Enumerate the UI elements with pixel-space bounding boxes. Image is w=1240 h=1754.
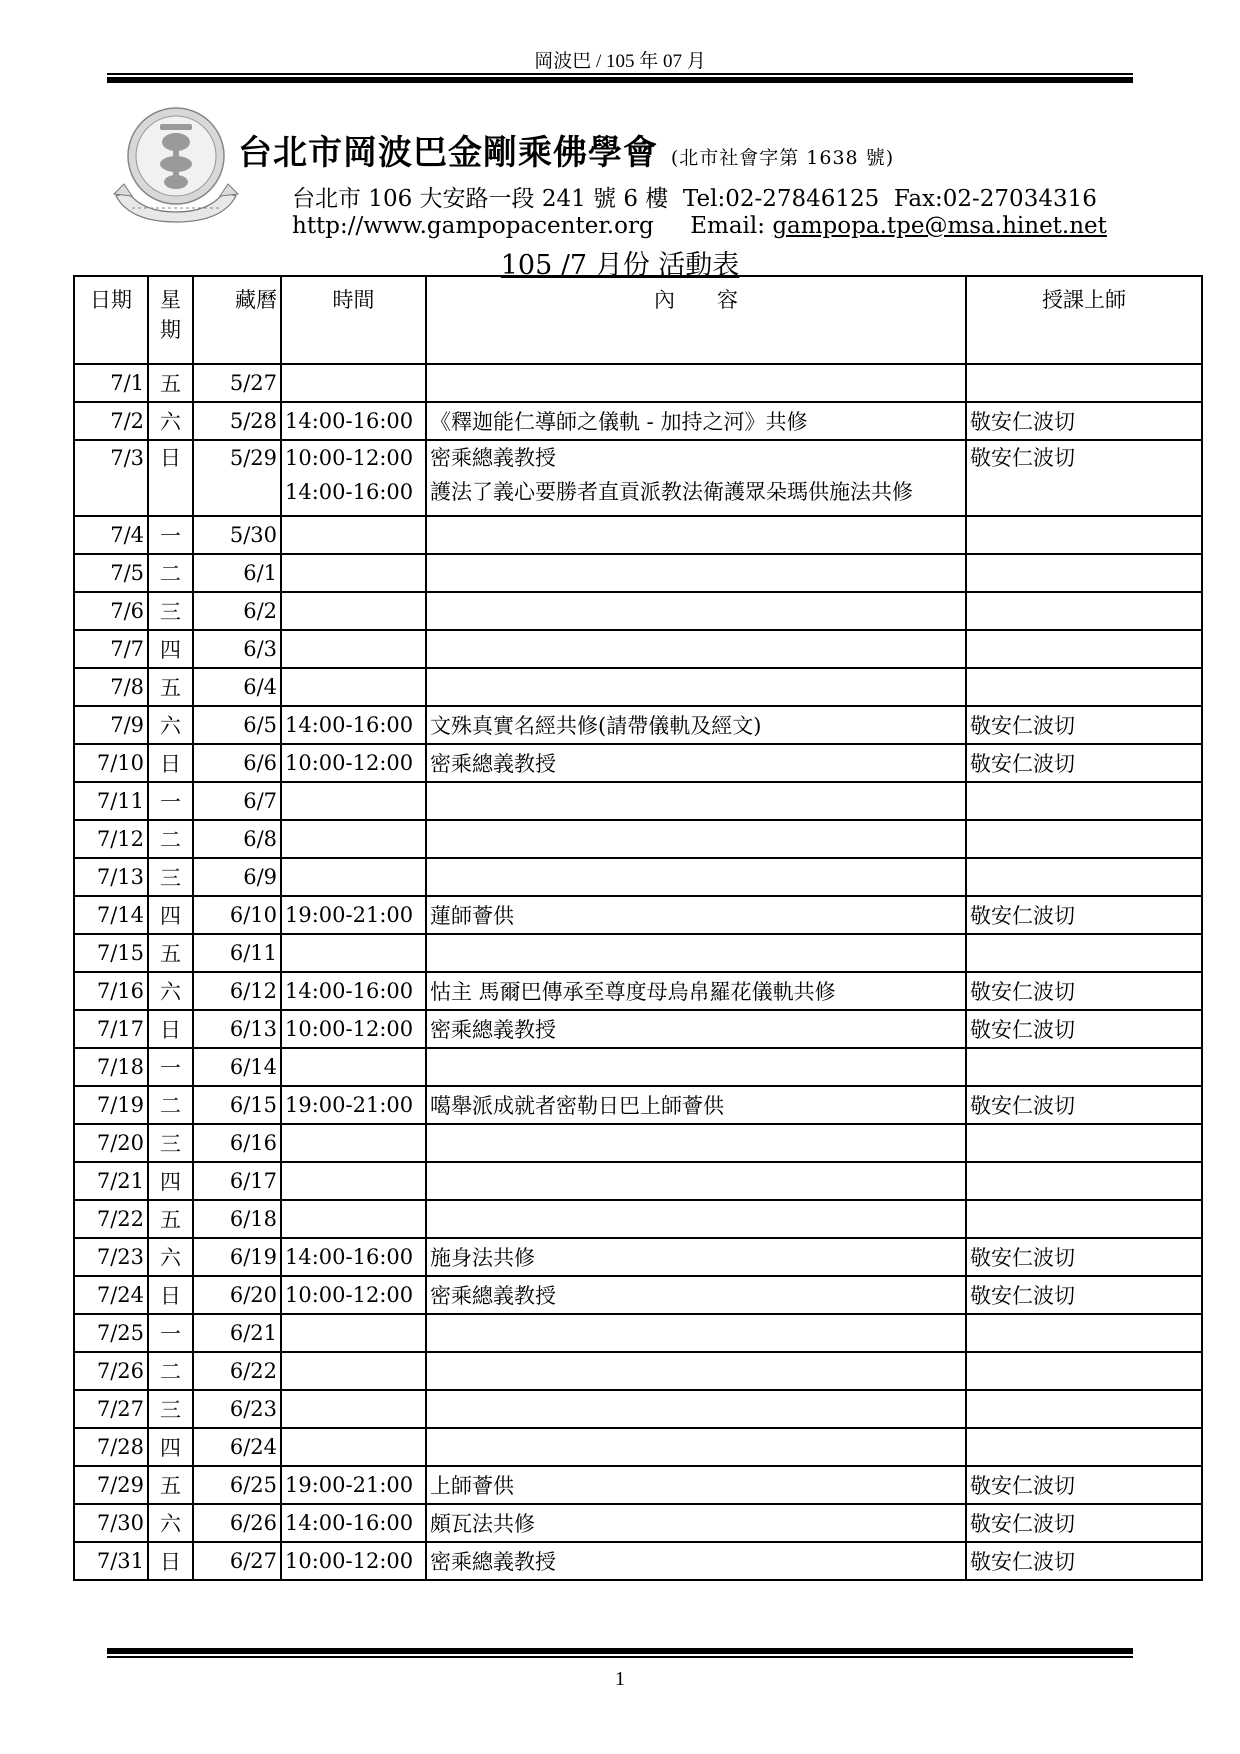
footer-rule-thick	[107, 1648, 1133, 1654]
email-link[interactable]: gampopa.tpe@msa.hinet.net	[772, 213, 1107, 239]
cell-time: 10:00-12:00	[281, 744, 426, 782]
cell-content	[426, 630, 966, 668]
cell-time	[281, 1352, 426, 1390]
cell-time: 14:00-16:00	[281, 972, 426, 1010]
cell-weekday: 五	[148, 1466, 193, 1504]
cell-date: 7/2	[74, 402, 148, 440]
cell-time	[281, 630, 426, 668]
table-row	[74, 592, 1202, 630]
cell-time	[281, 820, 426, 858]
cell-teacher	[966, 1162, 1202, 1200]
table-row	[74, 1124, 1202, 1162]
cell-teacher	[966, 554, 1202, 592]
cell-teacher	[966, 668, 1202, 706]
schedule-title: 105 /7 月份 活動表	[500, 250, 740, 281]
cell-content: 《釋迦能仁導師之儀軌 - 加持之河》共修	[426, 402, 966, 440]
cell-time	[281, 782, 426, 820]
cell-time	[281, 1048, 426, 1086]
cell-content: 密乘總義教授	[426, 1276, 966, 1314]
cell-time	[281, 668, 426, 706]
cell-tibetan-calendar: 6/11	[193, 934, 281, 972]
cell-time: 10:00-12:00	[281, 1276, 426, 1314]
cell-content: 上師薈供	[426, 1466, 966, 1504]
cell-date: 7/24	[74, 1276, 148, 1314]
cell-teacher	[966, 630, 1202, 668]
organization-title: 台北市岡波巴金剛乘佛學會	[238, 133, 658, 173]
cell-content	[426, 1428, 966, 1466]
cell-date: 7/14	[74, 896, 148, 934]
cell-teacher	[966, 1390, 1202, 1428]
header-time: 時間	[281, 276, 426, 364]
cell-date: 7/29	[74, 1466, 148, 1504]
cell-teacher	[966, 516, 1202, 554]
cell-time	[281, 1390, 426, 1428]
cell-teacher: 敬安仁波切	[966, 1238, 1202, 1276]
cell-weekday: 一	[148, 782, 193, 820]
cell-time	[281, 1314, 426, 1352]
cell-content	[426, 782, 966, 820]
cell-content: 怙主 馬爾巴傳承至尊度母烏帛羅花儀軌共修	[426, 972, 966, 1010]
table-row	[74, 1010, 1202, 1048]
cell-time	[281, 440, 426, 516]
table-row	[74, 934, 1202, 972]
cell-tibetan-calendar: 6/18	[193, 1200, 281, 1238]
cell-date: 7/20	[74, 1124, 148, 1162]
cell-date: 7/31	[74, 1542, 148, 1580]
cell-weekday: 日	[148, 744, 193, 782]
cell-weekday: 四	[148, 1428, 193, 1466]
cell-teacher: 敬安仁波切	[966, 1466, 1202, 1504]
cell-tibetan-calendar: 6/17	[193, 1162, 281, 1200]
cell-date: 7/4	[74, 516, 148, 554]
cell-teacher: 敬安仁波切	[966, 1504, 1202, 1542]
cell-weekday: 二	[148, 1086, 193, 1124]
cell-weekday: 五	[148, 668, 193, 706]
cell-date: 7/19	[74, 1086, 148, 1124]
cell-content	[426, 516, 966, 554]
cell-content	[426, 1314, 966, 1352]
cell-teacher	[966, 1200, 1202, 1238]
cell-time	[281, 1200, 426, 1238]
cell-weekday: 六	[148, 1238, 193, 1276]
cell-content: 蓮師薈供	[426, 896, 966, 934]
cell-time: 19:00-21:00	[281, 1086, 426, 1124]
cell-time: 10:00-12:00	[281, 1542, 426, 1580]
cell-content: 密乘總義教授	[426, 1010, 966, 1048]
table-row	[74, 782, 1202, 820]
table-row	[74, 1352, 1202, 1390]
cell-weekday: 五	[148, 364, 193, 402]
cell-time	[281, 592, 426, 630]
cell-date: 7/30	[74, 1504, 148, 1542]
gampopa-emblem-icon	[110, 104, 242, 224]
cell-teacher	[966, 858, 1202, 896]
cell-teacher: 敬安仁波切	[966, 896, 1202, 934]
cell-tibetan-calendar: 6/1	[193, 554, 281, 592]
cell-tibetan-calendar: 6/20	[193, 1276, 281, 1314]
cell-teacher	[966, 1124, 1202, 1162]
cell-teacher: 敬安仁波切	[966, 972, 1202, 1010]
cell-tibetan-calendar: 6/15	[193, 1086, 281, 1124]
table-row	[74, 858, 1202, 896]
website-text: http://www.gampopacenter.org Email:	[292, 213, 773, 239]
cell-tibetan-calendar: 6/22	[193, 1352, 281, 1390]
header-rule-thick	[107, 77, 1133, 83]
cell-weekday: 五	[148, 1200, 193, 1238]
address-line: 台北市 106 大安路一段 241 號 6 樓 Tel:02-27846125 Fax:02-27034316	[292, 186, 1097, 212]
cell-weekday: 一	[148, 1314, 193, 1352]
cell-teacher	[966, 1352, 1202, 1390]
cell-date: 7/3	[74, 440, 148, 516]
cell-tibetan-calendar: 6/25	[193, 1466, 281, 1504]
table-row	[74, 972, 1202, 1010]
cell-date: 7/23	[74, 1238, 148, 1276]
cell-weekday: 二	[148, 1352, 193, 1390]
cell-date: 7/21	[74, 1162, 148, 1200]
cell-weekday: 一	[148, 516, 193, 554]
cell-tibetan-calendar: 6/23	[193, 1390, 281, 1428]
cell-tibetan-calendar: 6/6	[193, 744, 281, 782]
page-number: 1	[615, 1668, 625, 1690]
cell-weekday: 一	[148, 1048, 193, 1086]
cell-content	[426, 1048, 966, 1086]
table-row	[74, 820, 1202, 858]
cell-date: 7/11	[74, 782, 148, 820]
cell-date: 7/6	[74, 592, 148, 630]
cell-tibetan-calendar: 6/19	[193, 1238, 281, 1276]
cell-weekday: 三	[148, 1124, 193, 1162]
table-row	[74, 1162, 1202, 1200]
table-row	[74, 1504, 1202, 1542]
cell-weekday: 四	[148, 1162, 193, 1200]
header-tibetan-calendar: 藏曆	[193, 276, 281, 364]
table-row	[74, 744, 1202, 782]
footer-rule-thin	[107, 1656, 1133, 1658]
table-row	[74, 402, 1202, 440]
table-row	[74, 1428, 1202, 1466]
cell-time: 19:00-21:00	[281, 896, 426, 934]
cell-tibetan-calendar: 6/2	[193, 592, 281, 630]
cell-content	[426, 668, 966, 706]
cell-teacher: 敬安仁波切	[966, 440, 1202, 516]
header-weekday-line1: 星	[160, 288, 181, 312]
table-row	[74, 1238, 1202, 1276]
cell-teacher: 敬安仁波切	[966, 1542, 1202, 1580]
organization-name	[238, 125, 894, 174]
cell-weekday: 日	[148, 1010, 193, 1048]
cell-weekday: 日	[148, 1276, 193, 1314]
table-row	[74, 1542, 1202, 1580]
cell-teacher: 敬安仁波切	[966, 1276, 1202, 1314]
cell-teacher	[966, 1428, 1202, 1466]
cell-time	[281, 554, 426, 592]
cell-content	[426, 364, 966, 402]
table-row	[74, 1466, 1202, 1504]
cell-tibetan-calendar: 5/27	[193, 364, 281, 402]
cell-time-line: 14:00-16:00	[285, 480, 414, 504]
cell-time	[281, 364, 426, 402]
cell-tibetan-calendar: 6/12	[193, 972, 281, 1010]
table-row	[74, 554, 1202, 592]
cell-date: 7/18	[74, 1048, 148, 1086]
table-row	[74, 440, 1202, 516]
cell-date: 7/5	[74, 554, 148, 592]
cell-weekday: 三	[148, 592, 193, 630]
cell-content	[426, 1124, 966, 1162]
table-row	[74, 364, 1202, 402]
table-row	[74, 896, 1202, 934]
table-row	[74, 1314, 1202, 1352]
cell-weekday: 六	[148, 402, 193, 440]
cell-date: 7/12	[74, 820, 148, 858]
cell-tibetan-calendar: 6/8	[193, 820, 281, 858]
cell-time: 14:00-16:00	[281, 1238, 426, 1276]
cell-content-line: 密乘總義教授	[430, 446, 556, 470]
cell-content: 頗瓦法共修	[426, 1504, 966, 1542]
cell-time: 14:00-16:00	[281, 402, 426, 440]
cell-content: 噶舉派成就者密勒日巴上師薈供	[426, 1086, 966, 1124]
cell-tibetan-calendar: 6/4	[193, 668, 281, 706]
cell-time: 14:00-16:00	[281, 706, 426, 744]
cell-content	[426, 820, 966, 858]
cell-date: 7/8	[74, 668, 148, 706]
cell-date: 7/28	[74, 1428, 148, 1466]
cell-tibetan-calendar: 5/30	[193, 516, 281, 554]
schedule-table	[73, 275, 1203, 1581]
cell-content	[426, 554, 966, 592]
table-row	[74, 1390, 1202, 1428]
cell-weekday: 六	[148, 972, 193, 1010]
cell-tibetan-calendar: 6/16	[193, 1124, 281, 1162]
cell-content-line: 護法了義心要勝者直貢派教法衛護眾朵瑪供施法共修	[430, 480, 913, 504]
cell-content	[426, 1390, 966, 1428]
cell-content: 施身法共修	[426, 1238, 966, 1276]
cell-content: 密乘總義教授	[426, 1542, 966, 1580]
registration-number: (北市社會字第 1638 號)	[670, 147, 895, 169]
cell-content: 文殊真實名經共修(請帶儀軌及經文)	[426, 706, 966, 744]
cell-weekday: 三	[148, 1390, 193, 1428]
cell-weekday: 五	[148, 934, 193, 972]
running-header: 岡波巴 / 105 年 07 月	[534, 51, 706, 72]
cell-tibetan-calendar: 6/27	[193, 1542, 281, 1580]
table-header-row	[74, 276, 1202, 364]
cell-teacher: 敬安仁波切	[966, 1086, 1202, 1124]
cell-teacher: 敬安仁波切	[966, 744, 1202, 782]
header-rule-thin	[107, 73, 1133, 75]
cell-date: 7/7	[74, 630, 148, 668]
cell-content	[426, 1352, 966, 1390]
cell-date: 7/17	[74, 1010, 148, 1048]
header-content: 內 容	[426, 276, 966, 364]
cell-time	[281, 1428, 426, 1466]
table-row	[74, 1048, 1202, 1086]
cell-tibetan-calendar: 6/7	[193, 782, 281, 820]
cell-teacher	[966, 1048, 1202, 1086]
cell-time	[281, 858, 426, 896]
cell-time	[281, 516, 426, 554]
cell-tibetan-calendar: 6/3	[193, 630, 281, 668]
cell-content	[426, 592, 966, 630]
table-row	[74, 1276, 1202, 1314]
cell-weekday: 四	[148, 630, 193, 668]
cell-date: 7/27	[74, 1390, 148, 1428]
cell-weekday: 三	[148, 858, 193, 896]
cell-tibetan-calendar: 6/5	[193, 706, 281, 744]
cell-tibetan-calendar: 6/10	[193, 896, 281, 934]
table-row	[74, 668, 1202, 706]
cell-tibetan-calendar: 6/21	[193, 1314, 281, 1352]
cell-tibetan-calendar: 5/29	[193, 440, 281, 516]
cell-date: 7/10	[74, 744, 148, 782]
cell-time: 14:00-16:00	[281, 1504, 426, 1542]
cell-content	[426, 1162, 966, 1200]
cell-content	[426, 1200, 966, 1238]
header-teacher: 授課上師	[966, 276, 1202, 364]
cell-date: 7/16	[74, 972, 148, 1010]
website-line	[292, 213, 1107, 239]
header-date: 日期	[74, 276, 148, 364]
cell-date: 7/15	[74, 934, 148, 972]
cell-date: 7/9	[74, 706, 148, 744]
cell-weekday: 六	[148, 706, 193, 744]
cell-time-line: 10:00-12:00	[285, 446, 414, 470]
table-row	[74, 516, 1202, 554]
cell-content: 密乘總義教授	[426, 744, 966, 782]
cell-content	[426, 934, 966, 972]
cell-tibetan-calendar: 6/24	[193, 1428, 281, 1466]
cell-weekday: 日	[148, 440, 193, 516]
cell-time	[281, 1162, 426, 1200]
cell-content	[426, 440, 966, 516]
cell-teacher: 敬安仁波切	[966, 402, 1202, 440]
table-row	[74, 1086, 1202, 1124]
cell-date: 7/1	[74, 364, 148, 402]
table-row	[74, 706, 1202, 744]
cell-tibetan-calendar: 5/28	[193, 402, 281, 440]
cell-content	[426, 858, 966, 896]
cell-weekday: 二	[148, 820, 193, 858]
cell-teacher	[966, 592, 1202, 630]
cell-tibetan-calendar: 6/9	[193, 858, 281, 896]
cell-tibetan-calendar: 6/14	[193, 1048, 281, 1086]
cell-weekday: 二	[148, 554, 193, 592]
cell-teacher	[966, 934, 1202, 972]
cell-time: 10:00-12:00	[281, 1010, 426, 1048]
cell-date: 7/26	[74, 1352, 148, 1390]
table-row	[74, 1200, 1202, 1238]
cell-tibetan-calendar: 6/26	[193, 1504, 281, 1542]
cell-weekday: 四	[148, 896, 193, 934]
cell-teacher	[966, 364, 1202, 402]
cell-tibetan-calendar: 6/13	[193, 1010, 281, 1048]
header-weekday-line2: 期	[160, 318, 181, 342]
cell-teacher: 敬安仁波切	[966, 706, 1202, 744]
cell-weekday: 日	[148, 1542, 193, 1580]
cell-weekday: 六	[148, 1504, 193, 1542]
cell-time	[281, 1124, 426, 1162]
cell-time	[281, 934, 426, 972]
cell-teacher	[966, 1314, 1202, 1352]
cell-time: 19:00-21:00	[281, 1466, 426, 1504]
table-row	[74, 630, 1202, 668]
cell-date: 7/13	[74, 858, 148, 896]
cell-date: 7/22	[74, 1200, 148, 1238]
cell-teacher: 敬安仁波切	[966, 1010, 1202, 1048]
cell-date: 7/25	[74, 1314, 148, 1352]
cell-teacher	[966, 782, 1202, 820]
cell-teacher	[966, 820, 1202, 858]
header-weekday	[148, 276, 193, 364]
